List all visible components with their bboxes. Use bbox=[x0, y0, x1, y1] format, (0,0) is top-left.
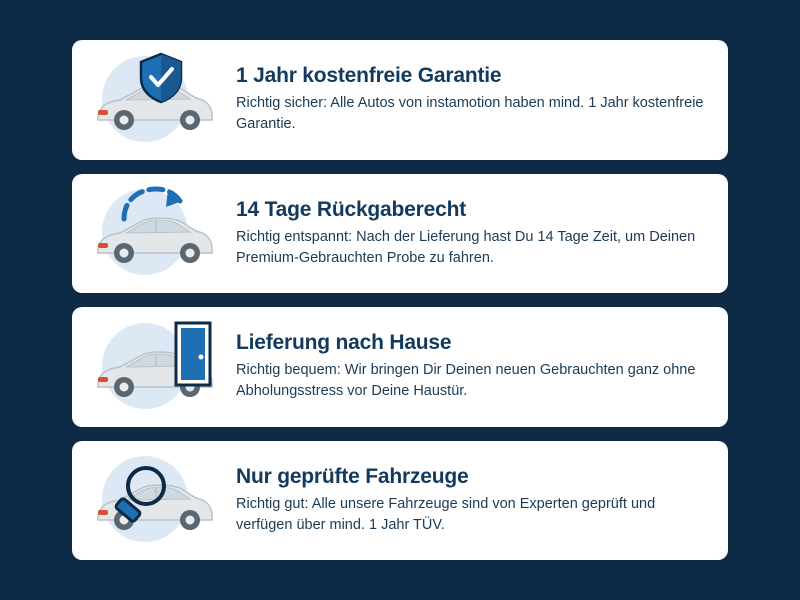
shield-icon bbox=[138, 52, 184, 104]
card-title: 14 Tage Rückgaberecht bbox=[236, 197, 466, 221]
card-text: Richtig gut: Alle unsere Fahrzeuge sind von Experten geprüft und verfügen über mind. 1 Jahr TÜV. bbox=[236, 495, 656, 533]
card-text: Richtig sicher: Alle Autos von instamotion haben mind. 1 Jahr kostenfreie Garantie. bbox=[236, 95, 704, 133]
card-title: 1 Jahr kostenfreie Garantie bbox=[236, 64, 502, 88]
card-text: Richtig entspannt: Nach der Lieferung hast Du 14 Tage Zeit, um Deinen Premium-Gebrauchten Probe zu fahren. bbox=[236, 228, 696, 266]
benefit-card-inspected bbox=[72, 441, 728, 561]
door-icon bbox=[170, 319, 222, 393]
card-text: Richtig bequem: Wir bringen Dir Deinen neuen Gebrauchten ganz ohne Abholungsstress vor Deine Haustür. bbox=[236, 362, 696, 400]
illustration-shield-car bbox=[82, 50, 232, 150]
benefit-card-warranty bbox=[72, 40, 728, 160]
magnifier-icon bbox=[110, 464, 172, 534]
illustration-magnifier-car bbox=[82, 450, 232, 550]
benefit-card-delivery bbox=[72, 307, 728, 427]
card-title: Nur geprüfte Fahrzeuge bbox=[236, 464, 469, 488]
card-body bbox=[232, 331, 710, 402]
card-body bbox=[232, 64, 710, 135]
benefit-card-return bbox=[72, 174, 728, 294]
card-body bbox=[232, 465, 710, 536]
illustration-return-car bbox=[82, 183, 232, 283]
card-body bbox=[232, 198, 710, 269]
return-arrow-icon bbox=[116, 183, 190, 227]
illustration-door-car bbox=[82, 317, 232, 417]
card-title: Lieferung nach Hause bbox=[236, 331, 452, 355]
